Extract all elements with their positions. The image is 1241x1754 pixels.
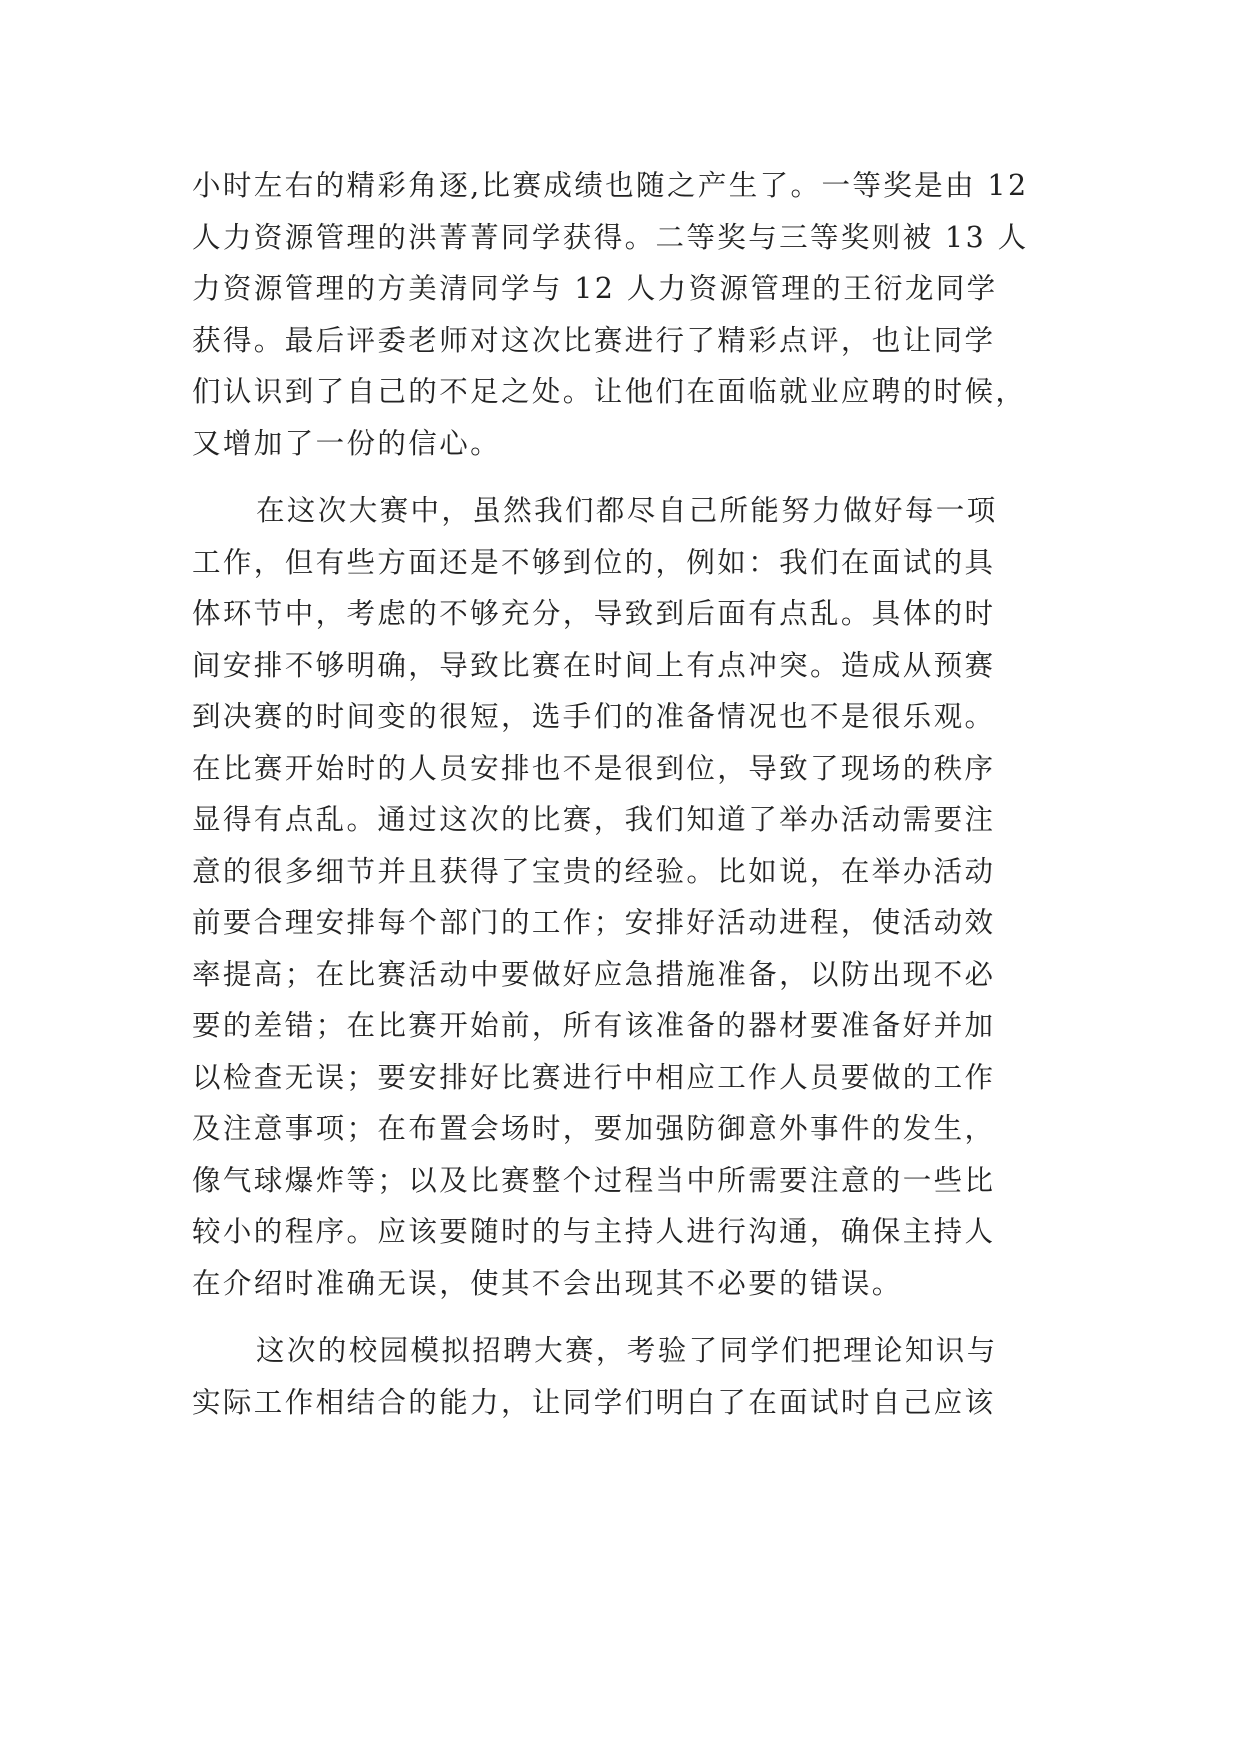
text-line: 实际工作相结合的能力，让同学们明白了在面试时自己应该 (192, 1385, 996, 1419)
text-line: 又增加了一份的信心。 (192, 426, 502, 460)
paragraph-3 (192, 1325, 1052, 1428)
text-line: 体环节中，考虑的不够充分，导致到后面有点乱。具体的时 (192, 597, 996, 630)
text-line: 及注意事项；在布置会场时，要加强防御意外事件的发生， (192, 1112, 996, 1145)
paragraph-1 (192, 160, 1052, 469)
paragraph-spacer (192, 469, 1052, 485)
text-line: 前要合理安排每个部门的工作；安排好活动进程，使活动效 (192, 906, 996, 939)
text-line: 小时左右的精彩角逐,比赛成绩也随之产生了。一等奖是由 12 (192, 169, 1029, 202)
paragraph-2 (192, 485, 1052, 1309)
text-line-indented: 这次的校园模拟招聘大赛，考验了同学们把理论知识与 (256, 1334, 998, 1367)
text-line: 率提高；在比赛活动中要做好应急措施准备，以防出现不必 (192, 957, 996, 991)
document-body (192, 160, 1052, 1428)
text-line: 显得有点乱。通过这次的比赛，我们知道了举办活动需要注 (192, 803, 996, 836)
text-line: 到决赛的时间变的很短，选手们的准备情况也不是很乐观。 (192, 700, 996, 733)
text-line: 以检查无误；要安排好比赛进行中相应工作人员要做的工作 (192, 1060, 996, 1094)
text-line: 在介绍时准确无误，使其不会出现其不必要的错误。 (192, 1266, 903, 1300)
text-line: 获得。最后评委老师对这次比赛进行了精彩点评，也让同学 (192, 323, 996, 357)
text-line-indented: 在这次大赛中，虽然我们都尽自己所能努力做好每一项 (256, 494, 998, 527)
text-line: 要的差错；在比赛开始前，所有该准备的器材要准备好并加 (192, 1009, 996, 1042)
text-line: 意的很多细节并且获得了宝贵的经验。比如说，在举办活动 (192, 854, 996, 888)
text-line: 间安排不够明确，导致比赛在时间上有点冲突。造成从预赛 (192, 648, 996, 682)
text-line: 像气球爆炸等；以及比赛整个过程当中所需要注意的一些比 (192, 1163, 996, 1197)
paragraph-spacer (192, 1309, 1052, 1325)
text-line: 工作，但有些方面还是不够到位的，例如：我们在面试的具 (192, 545, 996, 579)
text-line: 们认识到了自己的不足之处。让他们在面临就业应聘的时候， (192, 375, 1027, 408)
text-line: 较小的程序。应该要随时的与主持人进行沟通，确保主持人 (192, 1215, 996, 1248)
text-line: 人力资源管理的洪菁菁同学获得。二等奖与三等奖则被 13 人 (192, 220, 1029, 254)
text-line: 力资源管理的方美清同学与 12 人力资源管理的王衍龙同学 (192, 272, 998, 305)
text-line: 在比赛开始时的人员安排也不是很到位，导致了现场的秩序 (192, 751, 996, 785)
